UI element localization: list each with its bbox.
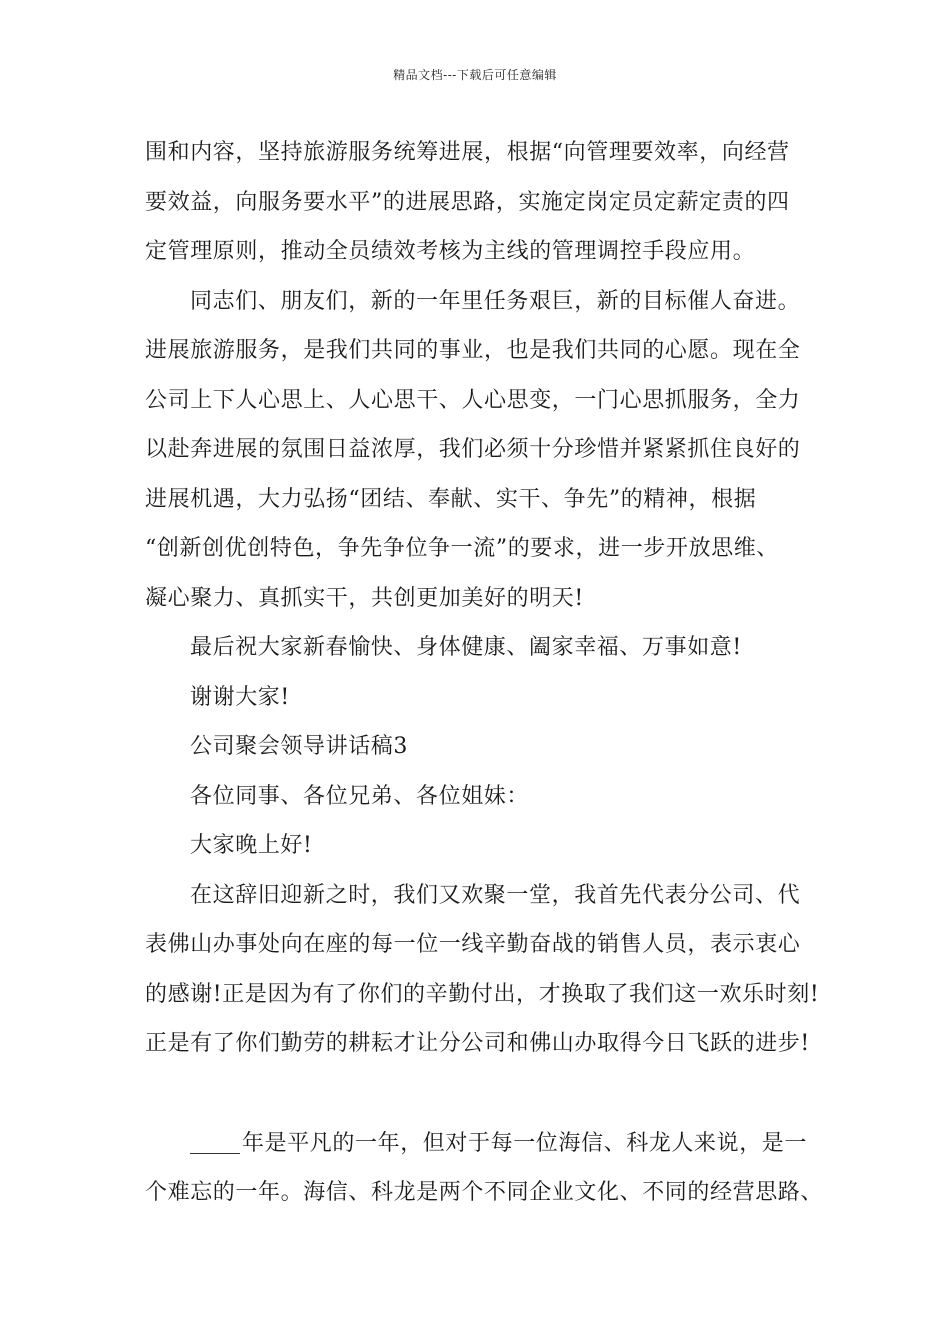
text-line: 以赴奔进展的氛围日益浓厚，我们必须十分珍惜并紧紧抓住良好的 bbox=[145, 437, 801, 462]
text-line: 个难忘的一年。海信、科龙是两个不同企业文化、不同的经营思路、 bbox=[145, 1180, 824, 1205]
paragraph bbox=[145, 1119, 825, 1218]
paragraph bbox=[145, 277, 825, 624]
paragraph bbox=[145, 128, 825, 277]
paragraph bbox=[145, 623, 825, 673]
text-line: 进展机遇，大力弘扬“团结、奉献、实干、争先”的精神，根据 bbox=[145, 486, 757, 512]
section-title bbox=[145, 722, 825, 772]
text-line: 年是平凡的一年，但对于每一位海信、科龙人来说，是一 bbox=[242, 1130, 808, 1156]
text-line: 要效益，向服务要水平”的进展思路，实施定岗定员定薪定责的四 bbox=[145, 189, 790, 215]
text-line: 凝心聚力、真抓实干，共创更加美好的明天! bbox=[145, 585, 584, 611]
text-line: 公司上下人心思上、人心思干、人心思变，一门心思抓服务，全力 bbox=[145, 387, 801, 413]
text-line: 各位同事、各位兄弟、各位姐妹： bbox=[190, 783, 530, 809]
text-line: 正是有了你们勤劳的耕耘才让分公司和佛山办取得今日飞跃的进步! bbox=[145, 1031, 810, 1056]
text-line: 围和内容，坚持旅游服务统筹进展，根据“向管理要效率，向经营 bbox=[145, 140, 790, 165]
paragraph bbox=[145, 821, 825, 871]
text-line: 最后祝大家新春愉快、身体健康、阖家幸福、万事如意! bbox=[190, 635, 742, 660]
paragraph bbox=[145, 673, 825, 723]
page-header: 精品文档---下载后可任意编辑 bbox=[393, 68, 557, 82]
text-line: 进展旅游服务，是我们共同的事业，也是我们共同的心愿。现在全 bbox=[145, 338, 801, 363]
text-line: 表佛山办事处向在座的每一位一线辛勤奋战的销售人员，表示衷心 bbox=[145, 932, 801, 957]
fill-in-blank bbox=[190, 1131, 240, 1154]
text-line: 定管理原则，推动全员绩效考核为主线的管理调控手段应用。 bbox=[145, 239, 756, 264]
text-line: 在这辞旧迎新之时，我们又欢聚一堂，我首先代表分公司、代 bbox=[190, 882, 801, 908]
paragraph-gap bbox=[145, 1069, 825, 1119]
text-line: 公司聚会领导讲话稿3 bbox=[190, 734, 408, 759]
text-line: 同志们、朋友们，新的一年里任务艰巨，新的目标催人奋进。 bbox=[190, 288, 801, 314]
text-line: 的感谢!正是因为有了你们的辛勤付出，才换取了我们这一欢乐时刻! bbox=[145, 981, 820, 1007]
text-line-with-blank bbox=[145, 1119, 825, 1169]
text-line: “创新创优创特色，争先争位争一流”的要求，进一步开放思维、 bbox=[145, 536, 779, 561]
text-line: 谢谢大家! bbox=[190, 684, 290, 710]
paragraph bbox=[145, 871, 825, 1069]
text-line: 大家晚上好! bbox=[190, 833, 313, 858]
document-body bbox=[145, 128, 825, 1218]
paragraph bbox=[145, 772, 825, 822]
